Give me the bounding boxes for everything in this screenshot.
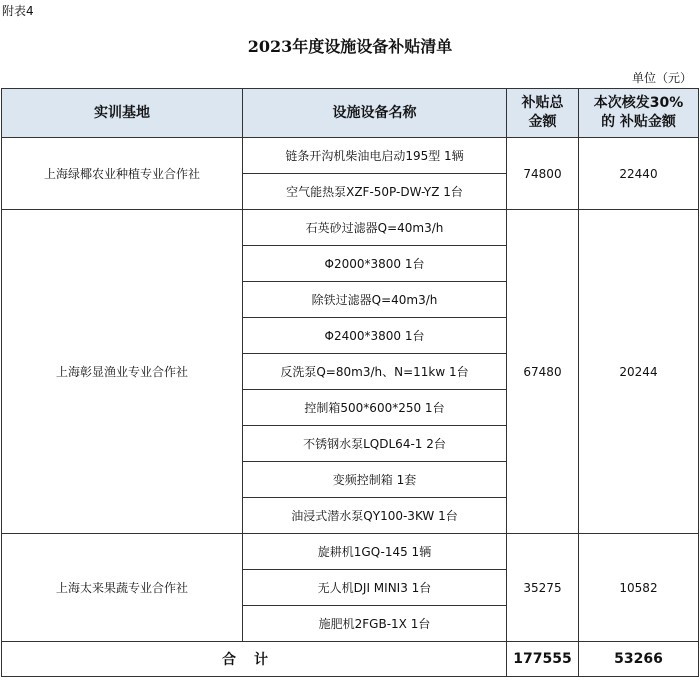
table-row: [2, 534, 699, 570]
header-row: [2, 89, 699, 138]
equipment-cell: 空气能热泵XZF-50P-DW-YZ 1台: [243, 174, 507, 210]
header-paid: [579, 89, 699, 138]
equipment-cell: 石英砂过滤器Q=40m3/h: [243, 210, 507, 246]
equipment-cell: Φ2000*3800 1台: [243, 246, 507, 282]
paid-amount-cell: 22440: [579, 138, 699, 210]
header-equipment: 设施设备名称: [243, 89, 507, 138]
paid-amount-cell: 10582: [579, 534, 699, 642]
equipment-cell: 无人机DJI MINI3 1台: [243, 570, 507, 606]
equipment-cell: 变频控制箱 1套: [243, 462, 507, 498]
total-amount-cell: 67480: [507, 210, 579, 534]
page-title: 2023年度设施设备补贴清单: [247, 37, 453, 56]
total-amount-cell: 74800: [507, 138, 579, 210]
equipment-cell: 反洗泵Q=80m3/h、N=11kw 1台: [243, 354, 507, 390]
table-row: [2, 210, 699, 246]
table-row: [2, 138, 699, 174]
header-total: [507, 89, 579, 138]
base-cell: 上海太来果蔬专业合作社: [2, 534, 243, 642]
subsidy-table: [1, 88, 699, 677]
equipment-cell: Φ2400*3800 1台: [243, 318, 507, 354]
paid-amount-cell: 20244: [579, 210, 699, 534]
equipment-cell: 链条开沟机柴油电启动195型 1辆: [243, 138, 507, 174]
header-base: 实训基地: [2, 89, 243, 138]
annex-label: 附表4: [2, 4, 34, 18]
base-cell: 上海绿椰农业种植专业合作社: [2, 138, 243, 210]
equipment-cell: 控制箱500*600*250 1台: [243, 390, 507, 426]
header-total-line1: 补贴总: [521, 95, 564, 111]
unit-label: 单位（元）: [631, 71, 692, 85]
equipment-cell: 旋耕机1GQ-145 1辆: [243, 534, 507, 570]
equipment-cell: 不锈钢水泵LQDL64-1 2台: [243, 426, 507, 462]
grand-paid-amount: 53266: [579, 642, 699, 677]
equipment-cell: 施肥机2FGB-1X 1台: [243, 606, 507, 642]
total-amount-cell: 35275: [507, 534, 579, 642]
total-row: [2, 642, 699, 677]
grand-total-amount: 177555: [507, 642, 579, 677]
equipment-cell: 油浸式潜水泵QY100-3KW 1台: [243, 498, 507, 534]
equipment-cell: 除铁过滤器Q=40m3/h: [243, 282, 507, 318]
total-label: [2, 642, 507, 677]
total-label-text: 合计: [222, 652, 286, 668]
header-paid-line2: 的 补贴金额: [601, 114, 676, 130]
header-total-line2: 金额: [528, 114, 557, 130]
header-paid-line1: 本次核发30%: [593, 95, 684, 111]
base-cell: 上海彰显渔业专业合作社: [2, 210, 243, 534]
